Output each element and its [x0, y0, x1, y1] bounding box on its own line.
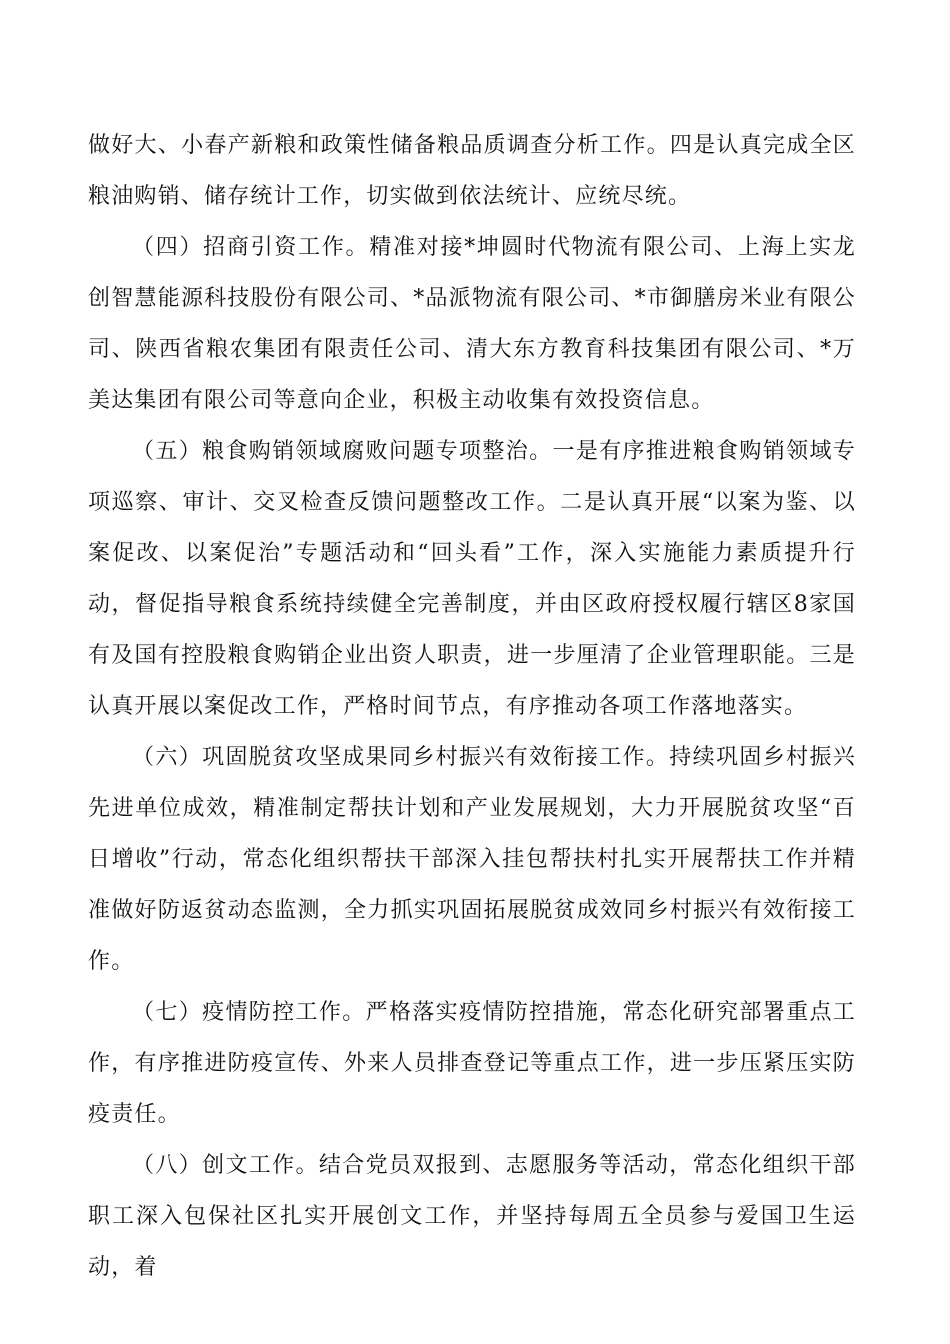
paragraph-section-5-anticorruption: （五）粮食购销领域腐败问题专项整治。一是有序推进粮食购销领域专项巡察、审计、交叉检查反馈问题整改工作。二是认真开展“以案为鉴、以案促改、以案促治”专题活动和“回头看”工作，深入实施能力素质提升行动，督促指导粮食系统持续健全完善制度，并由区政府授权履行辖区8家国有及国有控股粮食购销企业出资人职责，进一步厘清了企业管理职能。三是认真开展以案促改工作，严格时间节点，有序推动各项工作落地落实。: [88, 439, 856, 719]
paragraph-section-8-civilization: （八）创文工作。结合党员双报到、志愿服务等活动，常态化组织干部职工深入包保社区扎实开展创文工作，并坚持每周五全员参与爱国卫生运动，着: [88, 1153, 856, 1280]
paragraph-section-4-investment: （四）招商引资工作。精准对接*坤圆时代物流有限公司、上海上实龙创智慧能源科技股份有限公司、*品派物流有限公司、*市御膳房米业有限公司、陕西省粮农集团有限责任公司、清大东方教育科技集团有限公司、*万美达集团有限公司等意向企业，积极主动收集有效投资信息。: [88, 235, 856, 413]
paragraph-section-6-rural-revitalization: （六）巩固脱贫攻坚成果同乡村振兴有效衔接工作。持续巩固乡村振兴先进单位成效，精准制定帮扶计划和产业发展规划，大力开展脱贫攻坚“百日增收”行动，常态化组织帮扶干部深入挂包帮扶村扎实开展帮扶工作并精准做好防返贫动态监测，全力抓实巩固拓展脱贫成效同乡村振兴有效衔接工作。: [88, 745, 856, 974]
document-body: [88, 120, 856, 1293]
paragraph-continuation: 做好大、小春产新粮和政策性储备粮品质调查分析工作。四是认真完成全区粮油购销、储存统计工作，切实做到依法统计、应统尽统。: [88, 133, 856, 209]
paragraph-section-7-epidemic-control: （七）疫情防控工作。严格落实疫情防控措施，常态化研究部署重点工作，有序推进防疫宣传、外来人员排查登记等重点工作，进一步压紧压实防疫责任。: [88, 1000, 856, 1127]
